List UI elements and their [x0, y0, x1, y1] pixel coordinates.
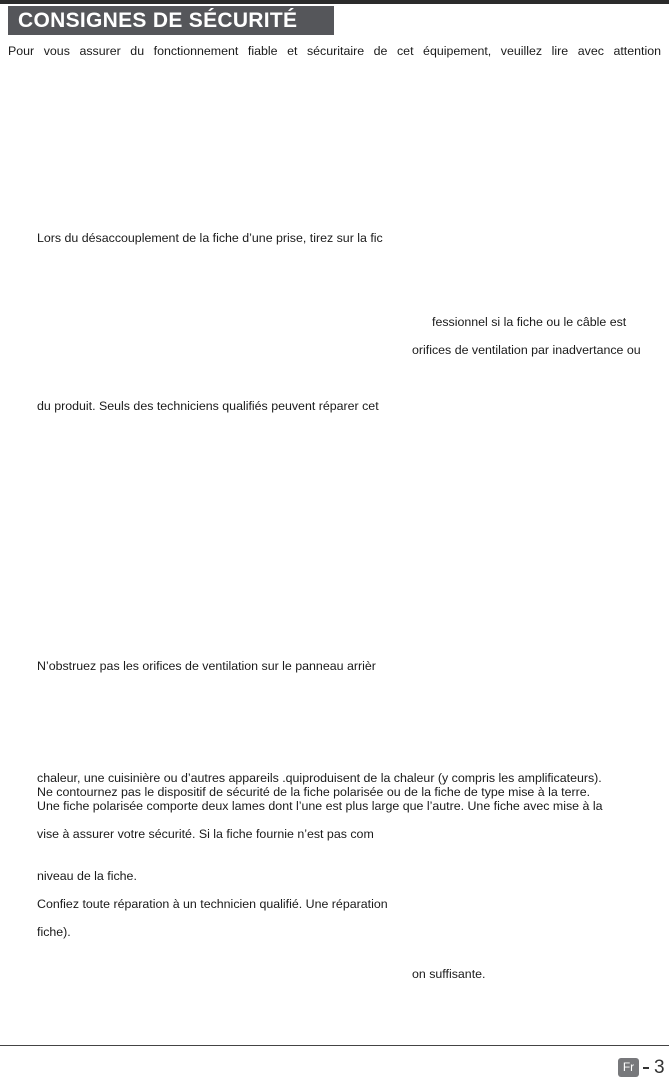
text-fragment-blades: Une fiche polarisée comporte deux lames dont l’une est plus large que l’autre. Une fiche avec mise à la — [37, 799, 603, 813]
text-fragment-rear-panel: N’obstruez pas les orifices de ventilation sur le panneau arrièr — [37, 659, 376, 673]
page-number: 3 — [654, 1057, 665, 1078]
intro-paragraph: Pour vous assurer du fonctionnement fiable et sécuritaire de cet équipement, veuillez lire avec attention — [8, 44, 661, 58]
language-badge: Fr — [618, 1058, 639, 1077]
footer-rule — [0, 1045, 669, 1046]
text-fragment-heat-sources: chaleur, une cuisinière ou d’autres appareils .quiproduisent de la chaleur (y compris les amplificateurs). — [37, 771, 602, 785]
top-rule — [0, 0, 669, 4]
page-number-dash — [643, 1067, 649, 1069]
text-fragment-plug-level: niveau de la fiche. — [37, 869, 137, 883]
text-fragment-repair: Confiez toute réparation à un technicien qualifié. Une réparation — [37, 897, 388, 911]
page-title: CONSIGNES DE SÉCURITÉ — [18, 9, 298, 32]
text-fragment-unplug: Lors du désaccouplement de la fiche d’une prise, tirez sur la fic — [37, 231, 383, 245]
section-header — [8, 6, 334, 35]
text-fragment-polarized-plug: Ne contournez pas le dispositif de sécurité de la fiche polarisée ou de la fiche de type mise à la terre. — [37, 785, 591, 799]
text-fragment-sufficient: on suffisante. — [412, 967, 486, 981]
text-fragment-technicians: du produit. Seuls des techniciens qualifiés peuvent réparer cet — [37, 399, 379, 413]
text-fragment-fiche: fiche). — [37, 925, 71, 939]
text-fragment-ventilation: orifices de ventilation par inadvertance ou — [412, 343, 641, 357]
text-fragment-professional: fessionnel si la fiche ou le câble est — [432, 315, 627, 329]
text-fragment-safety: vise à assurer votre sécurité. Si la fiche fournie n’est pas com — [37, 827, 374, 841]
